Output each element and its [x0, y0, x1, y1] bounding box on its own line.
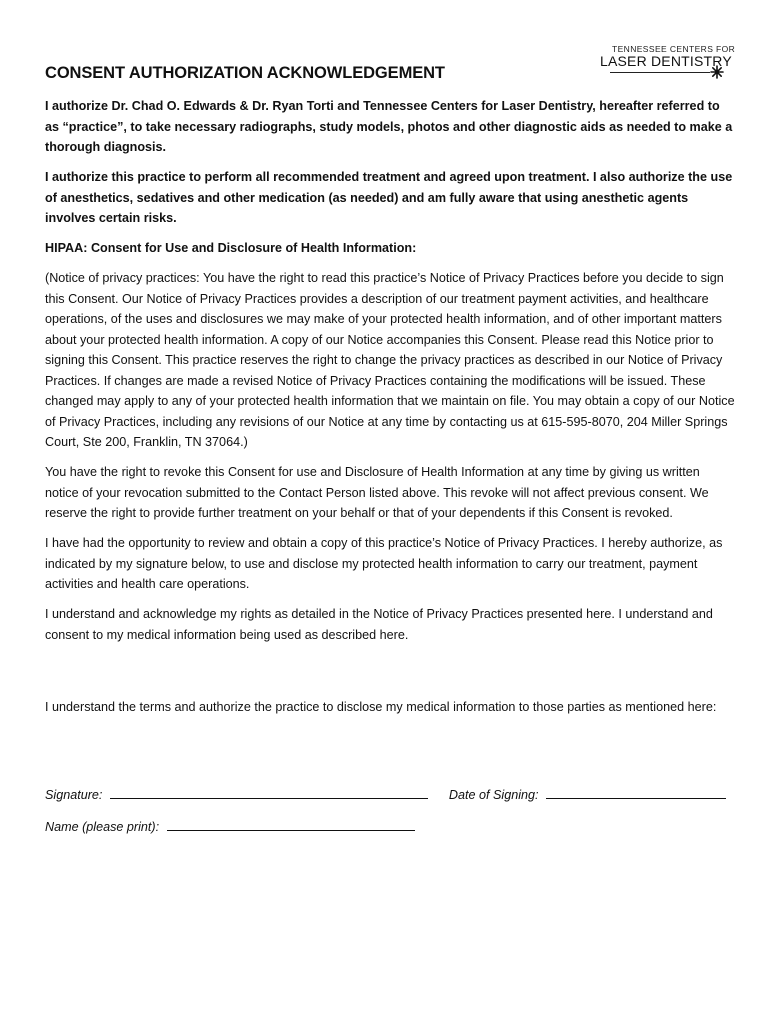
date-of-signing-field[interactable] — [546, 786, 726, 799]
logo-line-2: LASER DENTISTRY — [600, 53, 732, 69]
review-authorization-paragraph: I have had the opportunity to review and obtain a copy of this practice’s Notice of Privacy Practices. I hereby authorize, as indicated by my signature below, to use and disclose my protected health information to carry our treatment, payment activities and health care operations. — [45, 536, 723, 591]
name-print-label: Name (please print): — [45, 820, 160, 834]
revocation-paragraph: You have the right to revoke this Consent for use and Disclosure of Health Information at any time by giving us written notice of your revocation submitted to the Contact Person listed above. This revoke will not affect previous consent. We reserve the right to provide further treatment on your behalf or that of your dependents if this Consent is revoked. — [45, 465, 709, 520]
laser-star-icon — [710, 65, 724, 79]
page-title: CONSENT AUTHORIZATION ACKNOWLEDGEMENT — [45, 64, 445, 82]
practice-logo — [600, 44, 736, 69]
paragraph-spacer — [45, 655, 735, 697]
acknowledgement-paragraph: I understand and acknowledge my rights as detailed in the Notice of Privacy Practices presented here. I understand and consent to my medical information being used as described here. — [45, 607, 713, 642]
date-of-signing-label: Date of Signing: — [448, 788, 539, 802]
privacy-notice-paragraph: (Notice of privacy practices: You have the right to read this practice’s Notice of Privacy Practices before you decide to sign this Consent. Our Notice of Privacy Practices provides a description of our treatment payment activities, and healthcare operations, of the uses and disclosures we may make of your protected health information, and of other important matters about your protected health information. A copy of our Notice accompanies this Consent. Please read this Notice prior to signing this Consent. This practice reserves the right to change the privacy practices as described in our Notice of Privacy Practices. If changes are made a revised Notice of Privacy Practices containing the modifications will be issued. These changed may apply to any of your protected health information that we maintain on file. You may obtain a copy of our Notice of Privacy Practices, including any revisions of our Notice at any time by contacting us at 615-595-8070, 204 Miller Springs Court, Ste 200, Franklin, TN 37064.) — [45, 271, 735, 449]
hipaa-heading: HIPAA: Consent for Use and Disclosure of Health Information: — [45, 241, 417, 255]
name-print-field[interactable] — [167, 818, 415, 831]
authorization-treatment-paragraph: I authorize this practice to perform all recommended treatment and agreed upon treatment. I also authorize the use of anesthetics, sedatives and other medication (as needed) and am fully aware that using anesthetic agents involves certain risks. — [45, 170, 733, 225]
consent-body — [45, 96, 735, 727]
name-row — [45, 818, 415, 834]
logo-underline — [610, 72, 710, 73]
signature-label: Signature: — [45, 788, 103, 802]
authorization-diagnostic-paragraph: I authorize Dr. Chad O. Edwards & Dr. Ryan Torti and Tennessee Centers for Laser Dentistry, hereafter referred to as “practice”, to take necessary radiographs, study models, photos and other diagnostic aids as needed to make a thorough diagnosis. — [45, 99, 733, 154]
logo-line-1: TENNESSEE CENTERS FOR — [612, 44, 736, 54]
disclosure-terms-paragraph: I understand the terms and authorize the practice to disclose my medical information to those parties as mentioned here: — [45, 699, 717, 714]
signature-row — [45, 786, 726, 802]
signature-field[interactable] — [110, 786, 428, 799]
